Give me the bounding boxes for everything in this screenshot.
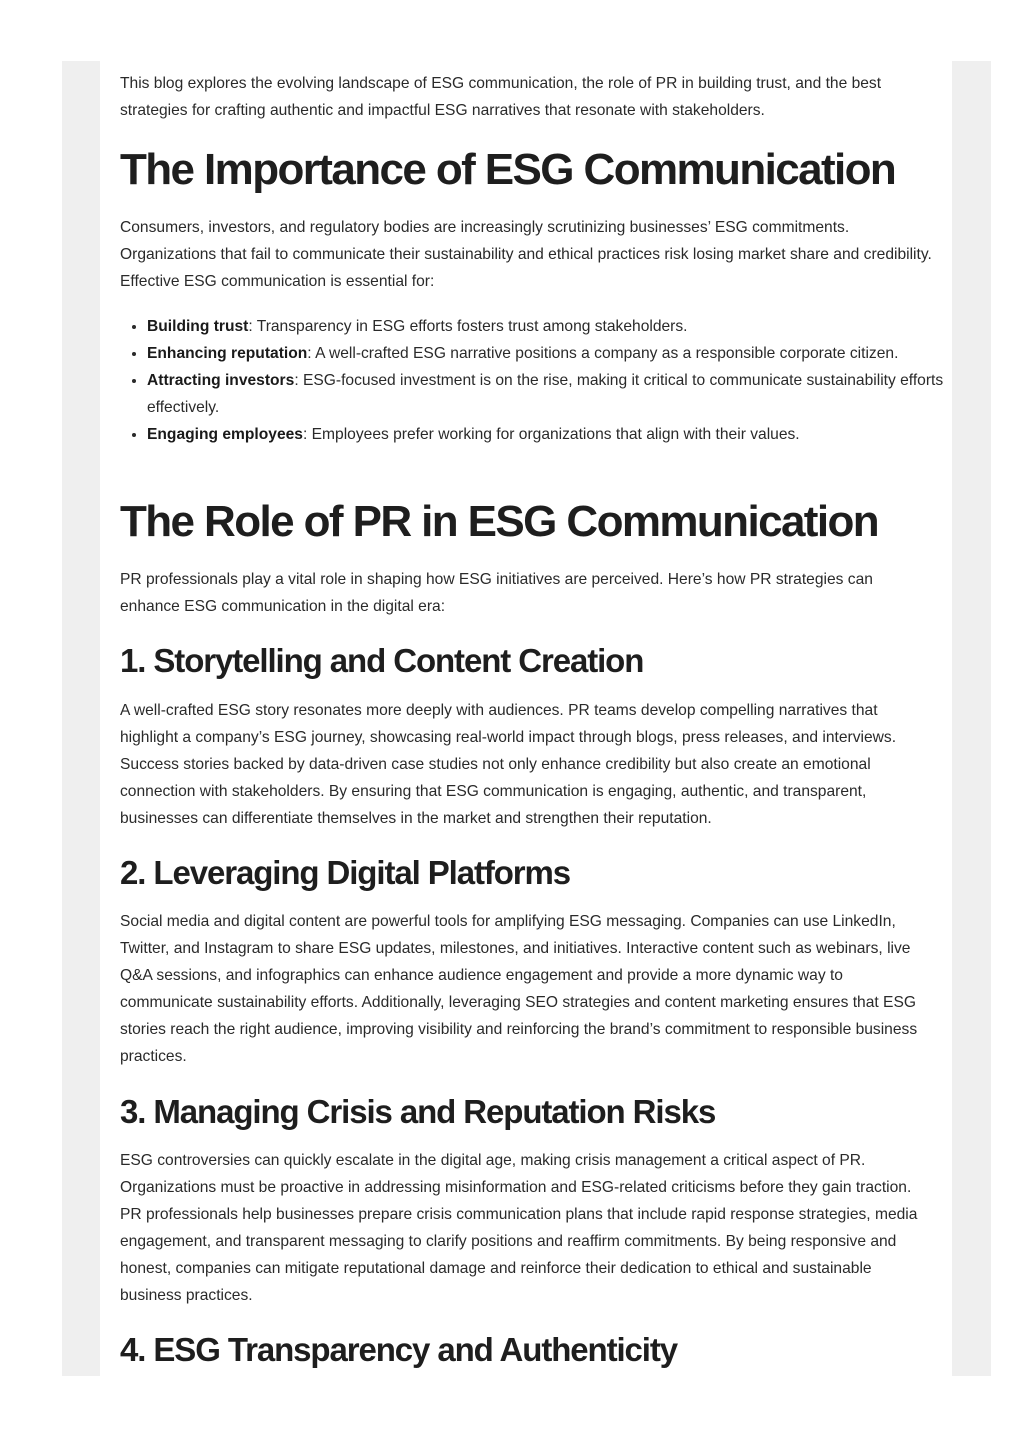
list-item bbox=[147, 313, 952, 340]
role-of-pr-paragraph: PR professionals play a vital role in shaping how ESG initiatives are perceived. Here’s how PR strategies can enhance ESG communication in the digital era: bbox=[120, 571, 873, 615]
storytelling-paragraph: A well-crafted ESG story resonates more deeply with audiences. PR teams develop compelling narratives that highlight a company’s ESG journey, showcasing real-world impact through blogs, press releases, and interviews. Success stories backed by data-driven case studies not only enhance credibility but also create an emotional connection with stakeholders. By ensuring that ESG communication is engaging, authentic, and transparent, businesses can differentiate themselves in the market and strengthen their reputation. bbox=[120, 702, 897, 827]
bullet-text: : Transparency in ESG efforts fosters trust among stakeholders. bbox=[248, 318, 688, 335]
bullet-text: : Employees prefer working for organizations that align with their values. bbox=[302, 426, 800, 443]
esg-benefits-list bbox=[120, 313, 952, 448]
subsection-heading-transparency: 4. ESG Transparency and Authenticity bbox=[120, 1331, 678, 1368]
list-item bbox=[147, 367, 952, 421]
list-item bbox=[147, 340, 952, 367]
bullet-term: Building trust bbox=[147, 318, 249, 335]
subsection-heading-digital-platforms: 2. Leveraging Digital Platforms bbox=[120, 854, 571, 891]
intro-paragraph: This blog explores the evolving landscape of ESG communication, the role of PR in building trust, and the best strategies for crafting authentic and impactful ESG narratives that resonate with stakeholders. bbox=[120, 75, 882, 119]
section-heading-importance: The Importance of ESG Communication bbox=[120, 145, 896, 194]
subsection-heading-crisis: 3. Managing Crisis and Reputation Risks bbox=[120, 1093, 716, 1130]
digital-platforms-paragraph: Social media and digital content are powerful tools for amplifying ESG messaging. Companies can use LinkedIn, Twitter, and Instagram to share ESG updates, milestones, and initiatives. Interactive content such as webinars, live Q&A sessions, and infographics can enhance audience engagement and provide a more dynamic way to communicate sustainability efforts. Additionally, leveraging SEO strategies and content marketing ensures that ESG stories reach the right audience, improving visibility and reinforcing the brand’s commitment to responsible business practices. bbox=[120, 913, 918, 1065]
importance-paragraph: Consumers, investors, and regulatory bodies are increasingly scrutinizing businesses’ ESG commitments. Organizations that fail to communicate their sustainability and ethical practices risk losing market share and credibility. Effective ESG communication is essential for: bbox=[120, 219, 932, 290]
subsection-heading-storytelling: 1. Storytelling and Content Creation bbox=[120, 642, 644, 679]
crisis-paragraph: ESG controversies can quickly escalate in the digital age, making crisis management a critical aspect of PR. Organizations must be proactive in addressing misinformation and ESG-related criticisms before they gain traction. PR professionals help businesses prepare crisis communication plans that include rapid response strategies, media engagement, and transparent messaging to clarify positions and reaffirm commitments. By being responsive and honest, companies can mitigate reputational damage and reinforce their dedication to ethical and sustainable business practices. bbox=[120, 1152, 918, 1304]
bullet-text: : A well-crafted ESG narrative positions a company as a responsible corporate citizen. bbox=[307, 345, 899, 362]
bullet-term: Engaging employees bbox=[147, 426, 303, 443]
bullet-text: : ESG-focused investment is on the rise, making it critical to communicate sustainability efforts effectively. bbox=[147, 372, 944, 416]
list-item bbox=[147, 421, 952, 448]
bullet-term: Attracting investors bbox=[147, 372, 295, 389]
section-heading-role-of-pr: The Role of PR in ESG Communication bbox=[120, 497, 879, 546]
article-content bbox=[100, 61, 952, 1376]
bullet-term: Enhancing reputation bbox=[147, 345, 308, 362]
